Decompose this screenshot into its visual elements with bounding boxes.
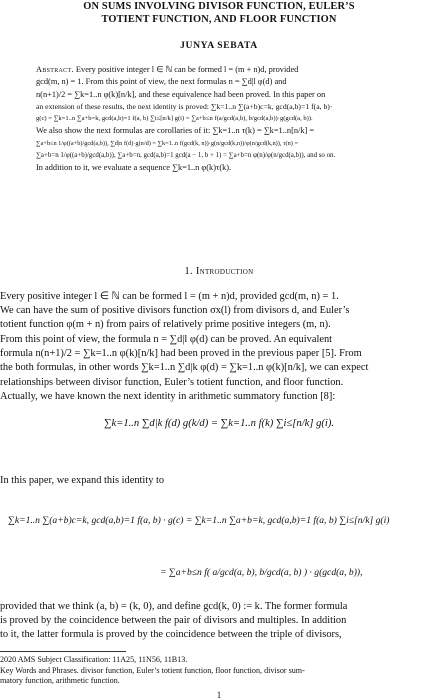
text-line: provided that we think (a, b) = (k, 0), and define gcd(k, 0) := k. The former formula	[0, 601, 348, 612]
abstract-line: We also show the next formulas are corollaries of it: ∑k=1..n τ(k) = ∑k=1..n[n/k] =	[36, 126, 315, 136]
intro-paragraph-3	[0, 474, 438, 488]
text-line: formula n(n+1)/2 = ∑k=1..n φ(k)[n/k] had been proved in the previous paper [5]. From	[0, 348, 362, 360]
equation-1: ∑k=1..n ∑d|k f(d) g(k/d) = ∑k=1..n f(k) ∑i≤[n/k] g(i).	[103, 418, 335, 429]
text-line: We can have the sum of positive divisors function σx(l) from divisors d, and Euler’s	[0, 305, 350, 317]
abstract-heading: Abstract.	[36, 65, 74, 74]
intro-paragraph-4	[0, 600, 438, 643]
text-line: In this paper, we expand this identity to	[0, 475, 165, 486]
abstract-text: Every positive integer l ∈ ℕ can be formed l = (m + n)d, provided	[75, 65, 299, 74]
text-line: From this point of view, the formula n = ∑d|l φ(d) can be proved. An equivalent	[0, 334, 333, 345]
intro-paragraph-1	[0, 290, 438, 333]
abstract-line: g(c) = ∑k=1..n ∑a+b=k, gcd(a,b)=1 f(a, b) ∑i≤[n/k] g(i) = ∑a+b≤n f(a/gcd(a,b), b/gcd(a,b))·g(gcd(a, b)).	[36, 115, 313, 123]
equation-2-line-1: ∑k=1..n ∑(a+b)c=k, gcd(a,b)=1 f(a, b) · g(c) = ∑k=1..n ∑a+b=k, gcd(a,b)=1 f(a, b) ∑i≤[n/k] g(i)	[8, 515, 390, 526]
abstract-line: gcd(m, n) = 1. From this point of view, the next formulas n = ∑d|l φ(d) and	[36, 77, 287, 87]
title-line-1: ON SUMS INVOLVING DIVISOR FUNCTION, EULER’S	[83, 1, 355, 12]
text-line: is proved by the coincidence between the pair of divisors and multiples. In addition	[0, 615, 347, 627]
footnotes	[0, 655, 438, 687]
abstract-line	[36, 64, 402, 76]
abstract	[36, 64, 402, 175]
text-line: to it, the latter formula is proved by the coincidence between the triple of divisors,	[0, 629, 342, 641]
abstract-line: ∑a+b≤n 1/φ((a+b)/gcd(a,b)), ∑d|n f(d)·g(n/d) = ∑k=1..n f(gcd(k, n))·g(n/gcd(k,n))/φ(n/gcd(k,n)), τ(n) =	[36, 139, 299, 147]
keywords-line: Key Words and Phrases. divisor function, Euler’s totient function, floor function, divisor sum-	[0, 665, 305, 675]
abstract-line: n(n+1)/2 = ∑k=1..n φ(k)[n/k], and these equivalence had been proved. In this paper on	[36, 89, 326, 99]
text-line: Actually, we have known the next identity in arithmetic summatory function [8]:	[0, 390, 336, 402]
intro-paragraph-2	[0, 333, 438, 404]
author-name: JUNYA SEBATA	[180, 40, 258, 51]
equation-2-line-2: = ∑a+b≤n f( a/gcd(a, b), b/gcd(a, b) ) · g(gcd(a, b)),	[160, 567, 363, 578]
page-number: 1	[216, 690, 222, 700]
section-number: 1.	[184, 266, 193, 277]
msc-classification: 2020 AMS Subject Classification: 11A25, 11N56, 11B13.	[0, 655, 188, 664]
section-heading	[0, 266, 438, 277]
section-title: Introduction	[195, 266, 254, 277]
text-line: totient function φ(m + n) from pairs of relatively prime positive integers (m, n).	[0, 319, 331, 331]
footnote-rule	[0, 651, 126, 652]
abstract-line: In addition to it, we evaluate a sequence ∑k=1..n φ(k)τ(k).	[36, 163, 232, 173]
title-line-2: TOTIENT FUNCTION, AND FLOOR FUNCTION	[101, 14, 337, 25]
abstract-line: an extension of these results, the next identity is proved: ∑k=1..n ∑(a+b)c=k, gcd(a,b)=1 f(a, b)·	[36, 101, 333, 111]
text-line: relationships between divisor function, Euler’s totient function, and floor function.	[0, 376, 344, 388]
keywords-line: matory function, arithmetic function.	[0, 676, 120, 686]
text-line: Every positive integer l ∈ ℕ can be formed l = (m + n)d, provided gcd(m, n) = 1.	[0, 291, 339, 302]
text-line: the both formulas, in other words ∑k=1..n ∑d|k φ(d) = ∑k=1..n φ(k)[n/k], we can expect	[0, 362, 369, 374]
abstract-line: ∑a+b=n 1/φ((a+b)/gcd(a,b)), ∑a+b=n, gcd(a,b)=1 gcd(a − 1, b + 1) = ∑a+b=n φ(n)/φ(n/gcd(a,b)), and so on.	[36, 152, 336, 160]
